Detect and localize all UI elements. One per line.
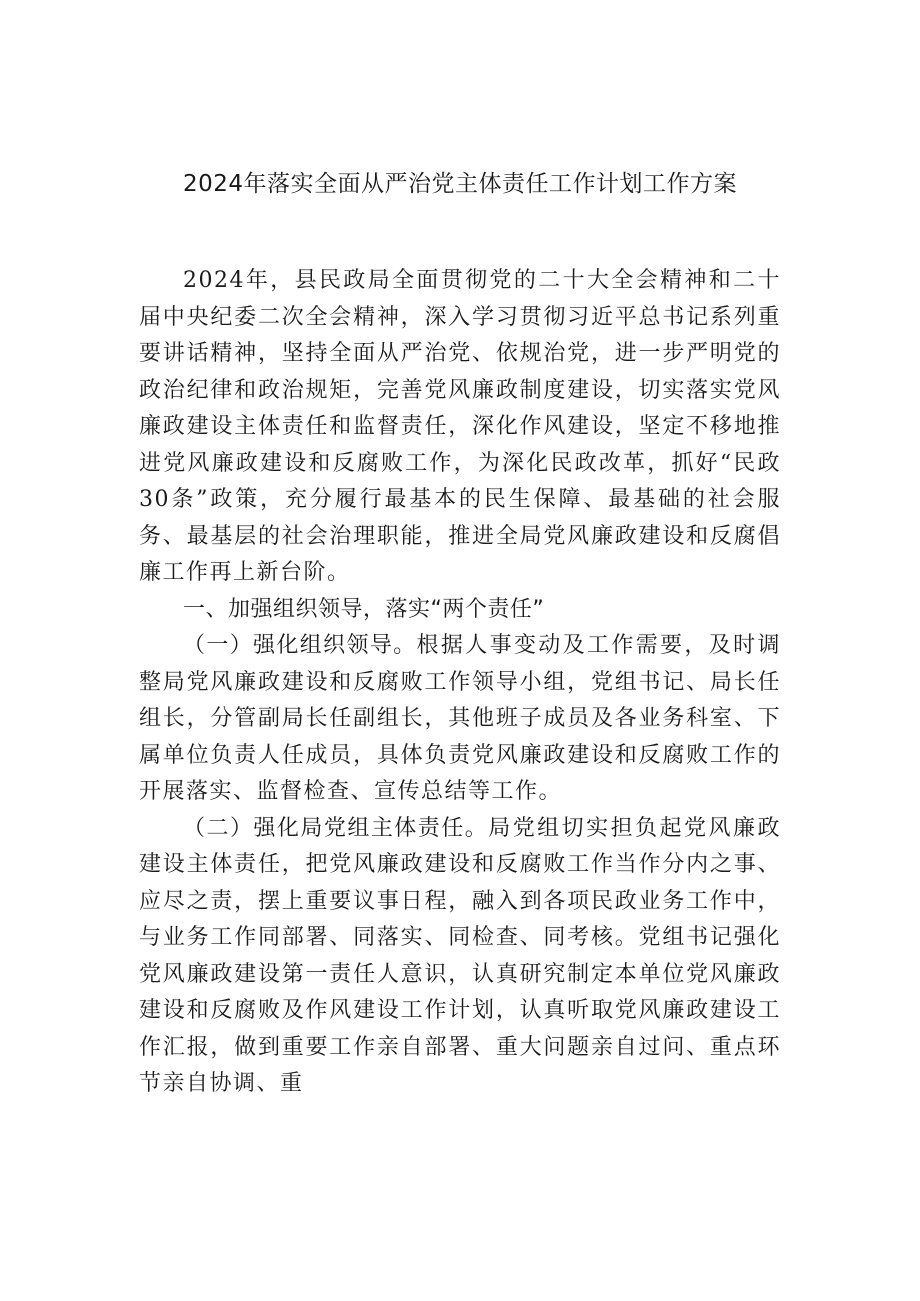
item-1-text: 根据人事变动及工作需要，及时调整局党风廉政建设和反腐败工作领导小组，党组书记、局长任组长，分管副局长任副组长，其他班子成员及各业务科室、下属单位负责人任成员，具体负责党风廉政建设和反腐败工作的开展落实、监督检查、宣传总结等工作。: [139, 633, 781, 804]
item-2-text: 局党组切实担负起党风廉政建设主体责任，把党风廉政建设和反腐败工作当作分内之事、应尽之责，摆上重要议事日程，融入到各项民政业务工作中，与业务工作同部署、同落实、同检查、同考核。党组书记强化党风廉政建设第一责任人意识，认真研究制定本单位党风廉政建设和反腐败及作风建设工作计划，认真听取党风廉政建设工作汇报，做到重要工作亲自部署、重大问题亲自过问、重点环节亲自协调、重: [139, 815, 781, 1096]
item-1-label: （一）强化组织领导。: [183, 633, 417, 658]
document-body: [139, 263, 781, 1103]
section-1-heading: 一、加强组织领导，落实“两个责任”: [183, 596, 545, 622]
document-title: 2024年落实全面从严治党主体责任工作计划工作方案: [182, 171, 738, 197]
section-1-item-1: [139, 628, 781, 811]
intro-paragraph: 2024年，县民政局全面贯彻党的二十大全会精神和二十届中央纪委二次全会精神，深入学习贯彻习近平总书记系列重要讲话精神，坚持全面从严治党、依规治党，进一步严明党的政治纪律和政治规矩，完善党风廉政制度建设，切实落实党风廉政建设主体责任和监督责任，深化作风建设，坚定不移地推进党风廉政建设和反腐败工作，为深化民政改革，抓好“民政30条”政策，充分履行最基本的民生保障、最基础的社会服务、最基层的社会治理职能，推进全局党风廉政建设和反腐倡廉工作再上新台阶。: [139, 268, 781, 585]
section-1-item-2: [139, 811, 781, 1103]
item-2-label: （二）强化局党组主体责任。: [183, 815, 489, 841]
